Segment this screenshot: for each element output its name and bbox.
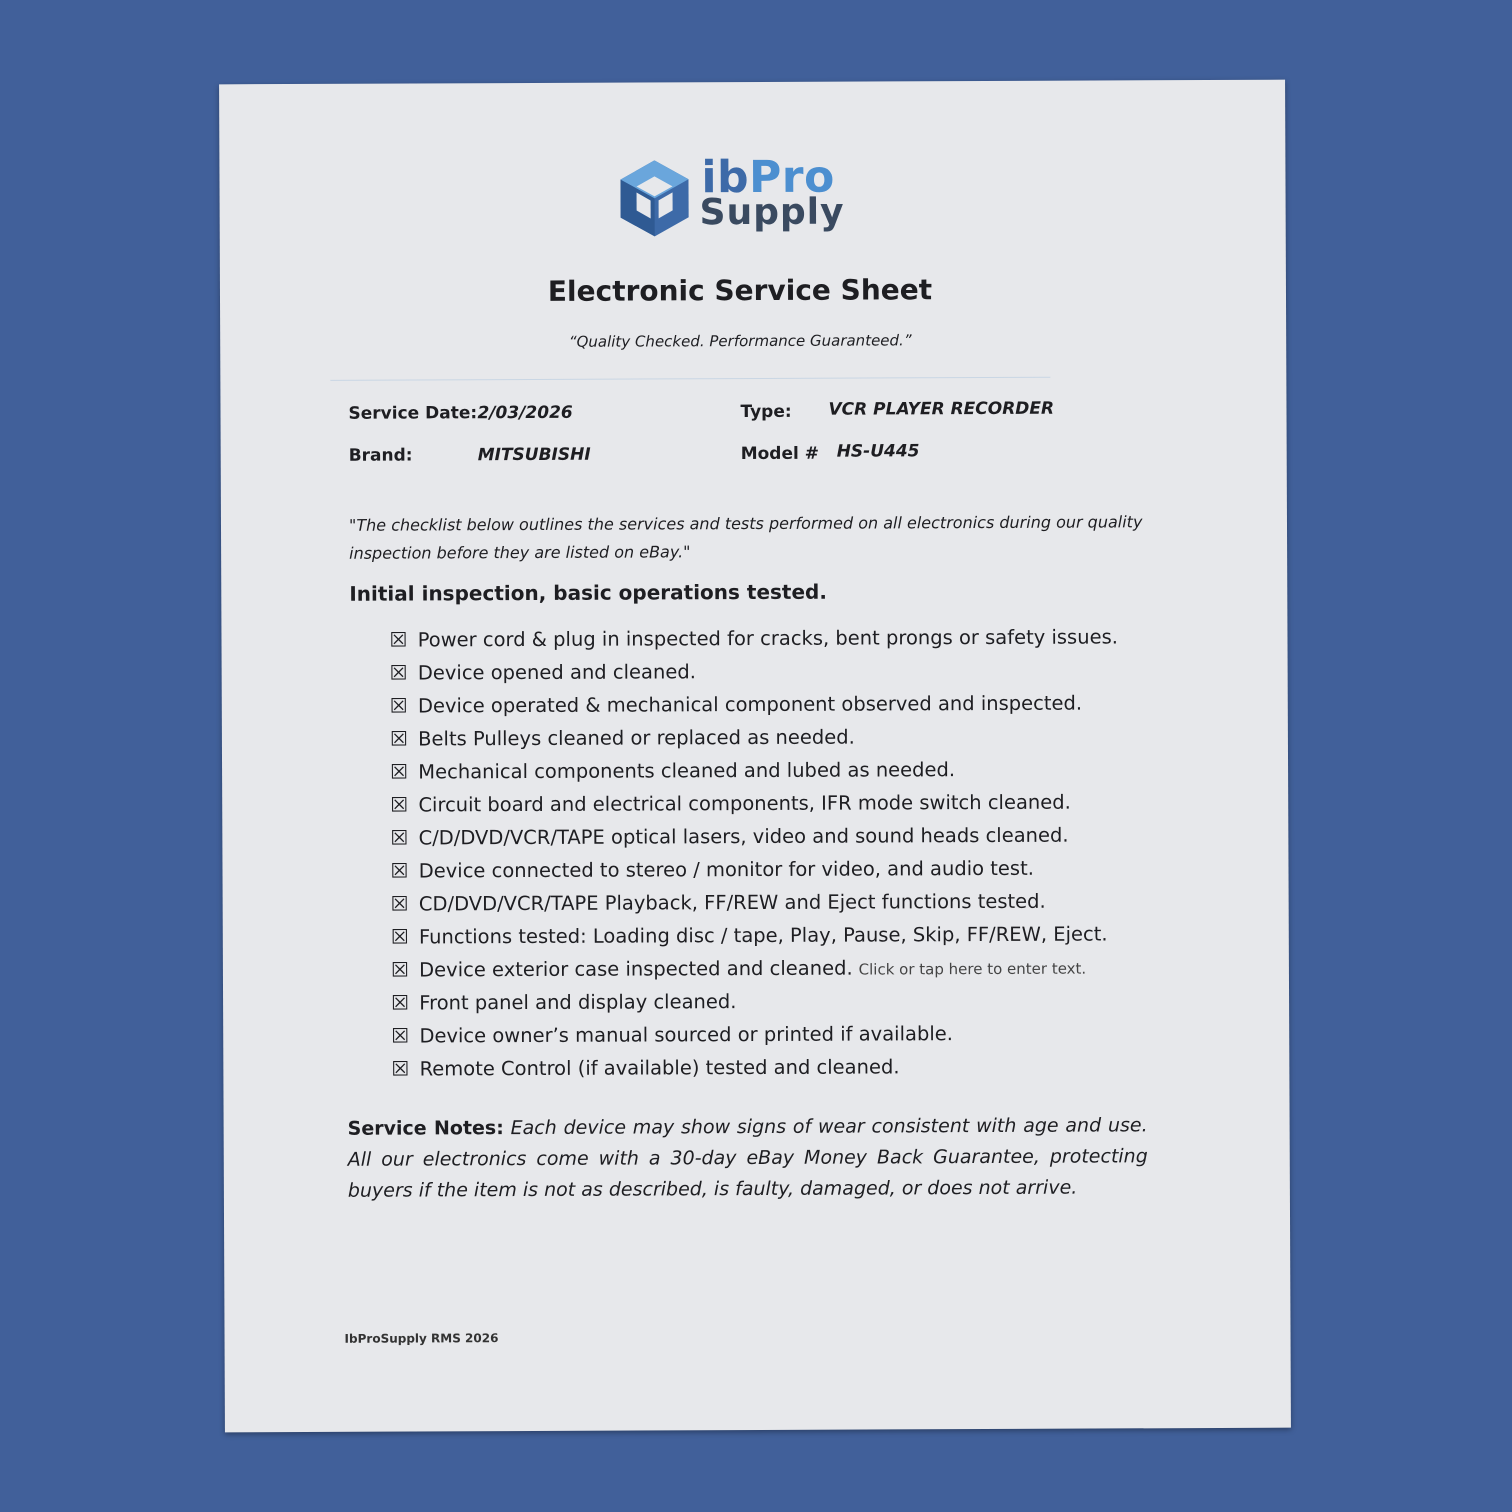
checklist-item [390, 686, 1250, 723]
service-notes-body: Each device may show signs of wear consistent with age and use. All our electronics come with a 30-day eBay Money Back Guarantee, protecting buyers if the item is not as described, is faulty, damaged, or does not arrive. [347, 1114, 1148, 1202]
cube-logo-icon [617, 158, 691, 238]
checked-box-icon[interactable]: ☒ [389, 627, 408, 652]
checklist-intro: "The checklist below outlines the services and tests performed on all electronics during our quality inspection before they are listed on eBay." [348, 512, 1143, 563]
checked-box-icon[interactable]: ☒ [390, 957, 409, 982]
checked-box-icon[interactable]: ☒ [391, 990, 410, 1015]
checklist-item-text: Power cord & plug in inspected for cracks, bent prongs or safety issues. [417, 625, 1118, 652]
checklist-item [391, 1016, 1251, 1053]
checklist-item-text: Mechanical components cleaned and lubed as needed. [418, 758, 956, 784]
checklist-item [390, 785, 1250, 822]
logo-pro: Pro [748, 151, 835, 204]
checklist-item-text: C/D/DVD/VCR/TAPE optical lasers, video and sound heads cleaned. [418, 823, 1069, 850]
checked-box-icon[interactable]: ☒ [389, 693, 408, 718]
type-label: Type: [740, 401, 792, 423]
checklist-item [391, 950, 1251, 987]
checklist-item-text: Device opened and cleaned. [417, 660, 696, 685]
checklist-item [390, 818, 1250, 855]
section-heading: Initial inspection, basic operations tested. [349, 579, 827, 606]
checklist-item [390, 719, 1250, 756]
checked-box-icon[interactable]: ☒ [391, 1023, 410, 1048]
checklist-item [390, 653, 1250, 690]
checklist-item-text: Circuit board and electrical components, IFR mode switch cleaned. [418, 790, 1071, 817]
enter-text-placeholder[interactable]: Click or tap here to enter text. [858, 959, 1087, 979]
checklist-item-text: Device connected to stereo / monitor for video, and audio test. [418, 856, 1034, 883]
checklist-item [391, 1049, 1251, 1086]
checklist-item [391, 917, 1251, 954]
footer-text: IbProSupply RMS 2026 [344, 1331, 499, 1346]
checked-box-icon[interactable]: ☒ [389, 660, 408, 685]
type-value: VCR PLAYER RECORDER [828, 398, 1055, 420]
checklist-item-text: Device owner’s manual sourced or printed if available. [419, 1022, 953, 1048]
checklist-item [389, 620, 1249, 657]
service-sheet-paper [219, 80, 1291, 1433]
service-date-label: Service Date: [348, 403, 478, 424]
checklist-item-text: Device operated & mechanical component observed and inspected. [417, 691, 1083, 718]
checklist-item-text: Front panel and display cleaned. [419, 990, 737, 1015]
company-logo [617, 151, 867, 243]
checklist-item [391, 983, 1251, 1020]
brand-label: Brand: [348, 445, 413, 466]
checklist-item-text: Remote Control (if available) tested and cleaned. [419, 1055, 900, 1081]
service-date-value: 2/03/2026 [477, 402, 573, 424]
checked-box-icon[interactable]: ☒ [390, 858, 409, 883]
checked-box-icon[interactable]: ☒ [391, 1056, 410, 1081]
checklist-item-text: CD/DVD/VCR/TAPE Playback, FF/REW and Eject functions tested. [418, 889, 1046, 916]
tagline: “Quality Checked. Performance Guaranteed.” [568, 331, 912, 351]
checklist-item [391, 884, 1251, 921]
logo-wordmark-line2: Supply [699, 191, 845, 234]
checked-box-icon[interactable]: ☒ [390, 825, 409, 850]
checked-box-icon[interactable]: ☒ [389, 726, 408, 751]
checked-box-icon[interactable]: ☒ [390, 891, 409, 916]
brand-value: MITSUBISHI [477, 444, 591, 466]
checklist-item-text: Belts Pulleys cleaned or replaced as needed. [418, 725, 855, 751]
service-notes-label: Service Notes: [347, 1117, 504, 1140]
page-title: Electronic Service Sheet [547, 273, 933, 308]
logo-ib: ib [701, 152, 750, 204]
checked-box-icon[interactable]: ☒ [390, 792, 409, 817]
model-label: Model # [740, 443, 820, 465]
divider [330, 377, 1050, 381]
checklist-item [390, 752, 1250, 789]
service-notes [348, 1110, 1148, 1206]
checklist-item-text: Device exterior case inspected and cleaned. [419, 956, 853, 982]
checked-box-icon[interactable]: ☒ [390, 759, 409, 784]
checklist-item-text: Functions tested: Loading disc / tape, Play, Pause, Skip, FF/REW, Eject. [418, 922, 1108, 949]
model-value: HS-U445 [836, 441, 920, 462]
inspection-checklist [389, 620, 1251, 1086]
checked-box-icon[interactable]: ☒ [390, 924, 409, 949]
checklist-item [390, 851, 1250, 888]
